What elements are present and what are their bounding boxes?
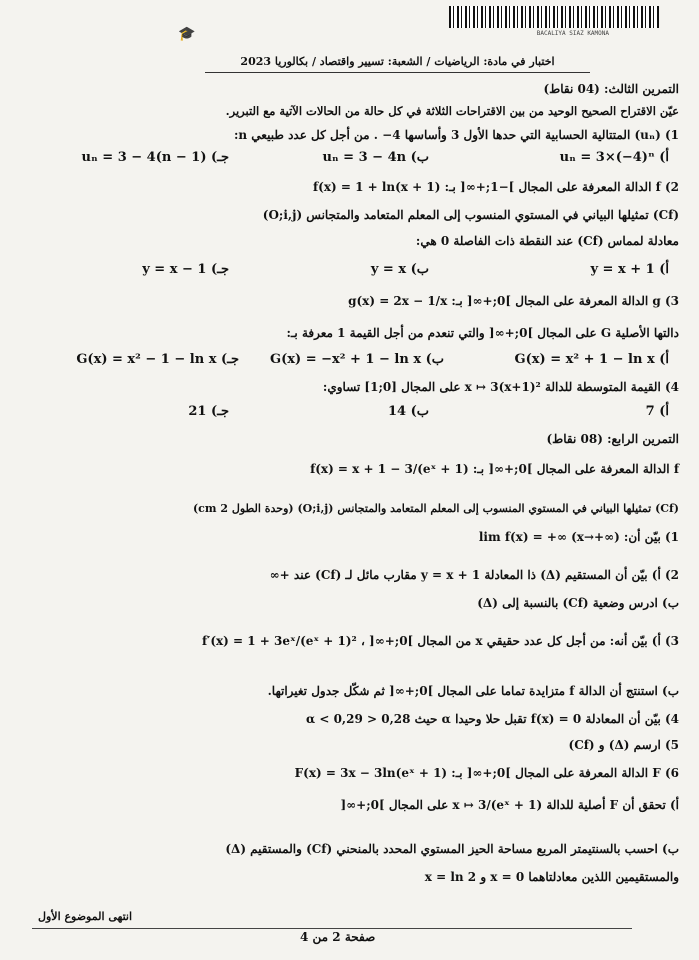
ex3-q3-text: 3) g الدالة المعرفة على المجال ]0;+∞[ بـ: g(x) = 2x − 1/x (348, 294, 679, 308)
ex4-f-def: f الدالة المعرفة على المجال ]0;+∞[ بـ: f(x) = x + 1 − 3/(eˣ + 1) (310, 462, 679, 476)
end-note: انتهى الموضوع الأول (38, 910, 133, 923)
page-number: صفحة 2 من 4 (300, 930, 376, 944)
ex3-title: التمرين الثالث: (04 نقاط) (543, 82, 679, 96)
ex3-q3-text2: دالتها الأصلية G على المجال ]0;+∞[ والتي تنعدم من أجل القيمة 1 معرفة بـ: (286, 326, 679, 340)
ex3-q2-opt-b: ب) y = x (370, 262, 429, 277)
ex3-q4-opt-b: ب) 14 (387, 404, 429, 419)
ex3-q3-opt-b: ب) G(x) = −x² + 1 − ln x (270, 352, 444, 367)
ex4-title: التمرين الرابع: (08 نقاط) (546, 432, 679, 446)
ex3-q3-opt-c: جـ) G(x) = x² − 1 − ln x (76, 352, 239, 367)
ex4-cf-def: (Cf) تمثيلها البياني في المستوي المنسوب إلى المعلم المتعامد والمتجانس (O;i,j) (وحدة الطول 2 cm) (192, 502, 679, 515)
ex4-q1: 1) بيّن أن: lim f(x) = +∞ (x→+∞) (478, 530, 679, 544)
ex3-q2-text: 2) f الدالة المعرفة على المجال ]−1;+∞[ بـ: f(x) = 1 + ln(x + 1) (313, 180, 679, 194)
ex3-q2-opt-c: جـ) y = x − 1 (142, 262, 229, 277)
ex4-q3b: ب) استنتج أن الدالة f متزايدة تماما على المجال ]0;+∞[ ثم شكّل جدول تغيراتها. (267, 684, 679, 698)
ex4-q6b2: والمستقيمين اللذين معادلتاهما x = 0 و x = ln 2 (424, 870, 679, 884)
ex3-q3-opt-a: أ) G(x) = x² + 1 − ln x (514, 352, 669, 367)
ex4-q6a: أ) تحقق أن F أصلية للدالة x ↦ 3/(eˣ + 1) على المجال ]0;+∞[ (340, 798, 679, 812)
ex3-q4-opt-a: أ) 7 (645, 404, 669, 419)
ex4-q3a: 3) أ) بيّن أنه: من أجل كل عدد حقيقي x من المجال ]0;+∞[ ، f′(x) = 1 + 3eˣ/(eˣ + 1)² (202, 634, 679, 648)
ex4-q6b: ب) احسب بالسنتيمتر المربع مساحة الحيز المستوي المحدد بالمنحني (Cf) والمستقيم (Δ) (225, 842, 679, 856)
ex3-q2-text2: (Cf) تمثيلها البياني في المستوي المنسوب إلى المعلم المتعامد والمتجانس (O;i,j) (262, 208, 679, 222)
ex4-q2a: 2) أ) بيّن أن المستقيم (Δ) ذا المعادلة y = x + 1 مقارب مائل لـ (Cf) عند +∞ (269, 568, 679, 582)
barcode (449, 6, 659, 28)
graduation-cap-icon: 🎓 (178, 26, 196, 42)
ex4-q2b: ب) ادرس وضعية (Cf) بالنسبة إلى (Δ) (477, 596, 679, 610)
ex3-intro: عيّن الاقتراح الصحيح الوحيد من بين الاقتراحات الثلاثة في كل حالة من الحالات الآتية مع التبرير. (225, 104, 679, 118)
ex4-q6: 6) F الدالة المعرفة على المجال ]0;+∞[ بـ: F(x) = 3x − 3ln(eˣ + 1) (294, 766, 679, 780)
ex3-q1-opt-b: ب) uₙ = 3 − 4n (322, 150, 429, 165)
footer-divider (32, 928, 632, 929)
ex3-q1-opt-a: أ) uₙ = 3×(−4)ⁿ (559, 150, 669, 165)
exam-header: اختبار في مادة: الرياضيات / الشعبة: تسيير واقتصاد / بكالوريا 2023 (205, 55, 590, 73)
ex3-q2-opt-a: أ) y = x + 1 (590, 262, 669, 277)
ex3-q2-text3: معادلة لمماس (Cf) عند النقطة ذات الفاصلة 0 هي: (415, 234, 679, 248)
ex3-q4-text: 4) القيمة المتوسطة للدالة x ↦ 3(x+1)² على المجال [0;1] تساوي: (322, 380, 679, 394)
ex4-q4: 4) بيّن أن المعادلة f(x) = 0 تقبل حلا وحيدا α حيث 0,28 < α < 0,29 (305, 712, 679, 726)
ex3-q1-opt-c: جـ) uₙ = 3 − 4(n − 1) (81, 150, 229, 165)
ex3-q4-opt-c: جـ) 21 (188, 404, 229, 419)
ex3-q1-text: 1) (uₙ) المتتالية الحسابية التي حدها الأول 3 وأساسها 4− . من أجل كل عدد طبيعي n: (233, 128, 679, 142)
barcode-text: BACALIYA SIAZ KAMONA (536, 30, 609, 37)
ex4-q5: 5) ارسم (Δ) و (Cf) (568, 738, 679, 752)
